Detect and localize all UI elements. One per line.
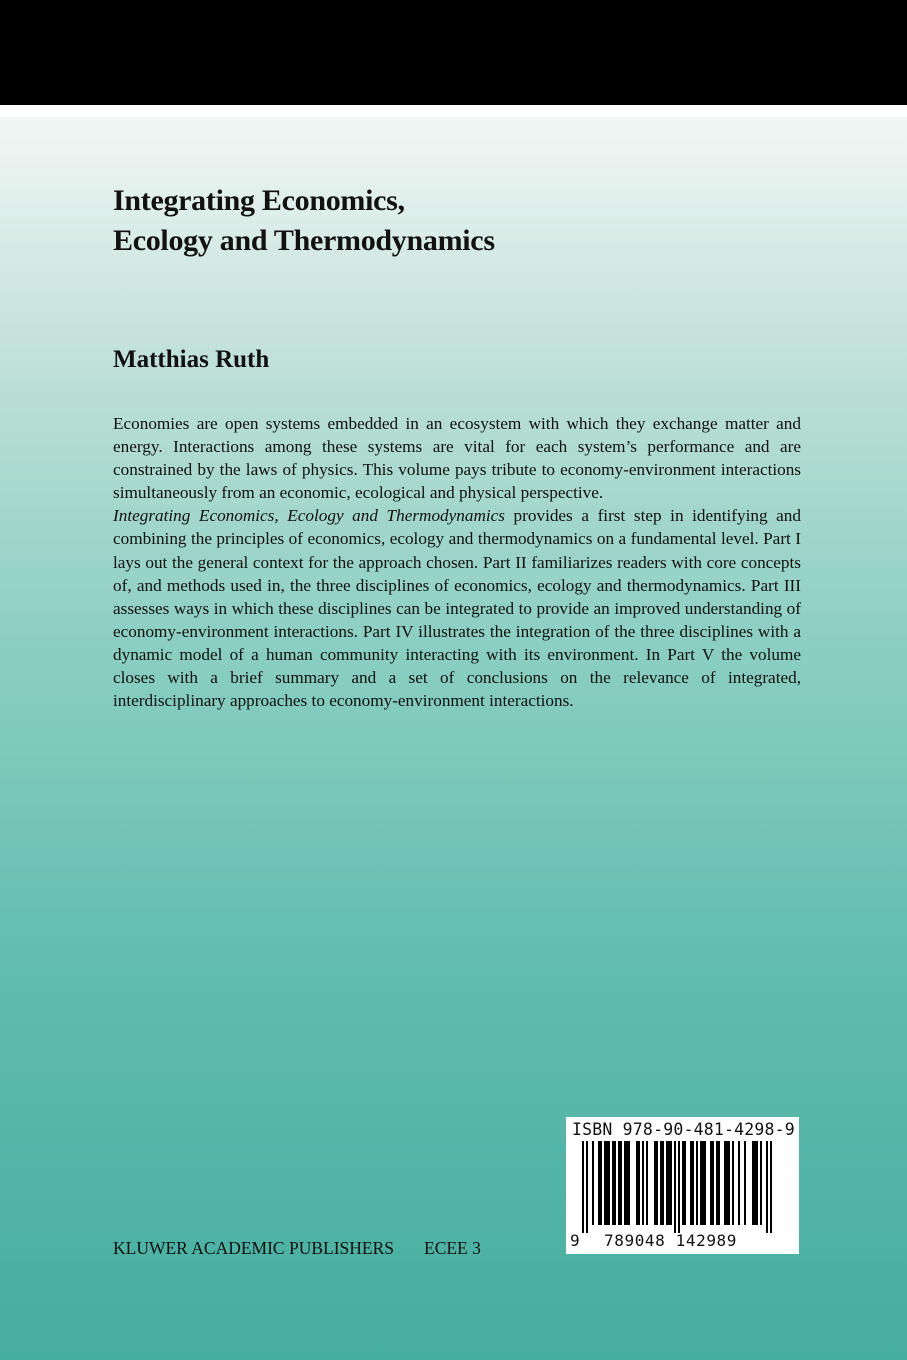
barcode-bar <box>604 1141 610 1225</box>
barcode-bar <box>586 1141 588 1233</box>
barcode-bar <box>666 1141 672 1225</box>
barcode-bar <box>732 1141 734 1225</box>
barcode-bar <box>696 1141 698 1225</box>
isbn-label: ISBN 978-90-481-4298-9 <box>572 1120 795 1139</box>
ean-digits <box>570 1231 795 1251</box>
barcode-bar <box>710 1141 714 1225</box>
barcode-bar <box>752 1141 758 1225</box>
barcode-bar <box>618 1141 622 1225</box>
blurb-paragraph-1: Economies are open systems embedded in an ecosystem with which they exchange matter and energy. Interactions among these systems are vital for each system’s performance and are constrained by the laws of physics. This volume pays tribute to economy-environment interactions simultaneously from an economic, ecological and physical perspective. <box>113 414 801 503</box>
top-black-band <box>0 0 907 105</box>
barcode-bar <box>700 1141 706 1225</box>
book-title-line-1: Integrating Economics, <box>113 184 405 217</box>
barcode-bar <box>642 1141 644 1225</box>
barcode-bar <box>654 1141 658 1225</box>
barcode-bar <box>598 1141 602 1225</box>
barcode-bar <box>660 1141 664 1225</box>
isbn-barcode <box>566 1117 799 1254</box>
publisher-footer <box>113 1237 481 1259</box>
barcode-bar <box>682 1141 686 1225</box>
publisher-name: KLUWER ACADEMIC PUBLISHERS <box>113 1238 394 1258</box>
barcode-bars <box>582 1141 772 1233</box>
ean-first-digit: 9 <box>570 1231 580 1250</box>
blurb-book-title-italic: Integrating Economics, Ecology and Thermodynamics <box>113 506 505 526</box>
book-title <box>113 181 495 261</box>
barcode-bar <box>624 1141 630 1225</box>
blurb-paragraph-2-text: provides a first step in identifying and combining the principles of economics, ecology and thermodynamics on a fundamental level. Part I lays out the general context for the approach chosen. Part II familiarizes readers with core concepts of, and methods used in, the three disciplines of economics, ecology and thermodynamics. Part III assesses ways in which these disciplines can be integrated to provide an improved understanding of economy-environment interactions. Part IV illustrates the integration of the three disciplines with a dynamic model of a human community interacting with its environment. In Part V the volume closes with a brief summary and a set of conclusions on the relevance of integrated, interdisciplinary approaches to economy-environment interactions. <box>113 506 801 711</box>
barcode-bar <box>738 1141 740 1225</box>
barcode-bar <box>716 1141 720 1225</box>
barcode-bar <box>690 1141 694 1225</box>
barcode-bar <box>678 1141 680 1233</box>
ean-remaining-digits: 789048 142989 <box>604 1231 738 1250</box>
barcode-bar <box>760 1141 762 1225</box>
author-name: Matthias Ruth <box>113 346 270 373</box>
blurb-text <box>113 412 801 712</box>
barcode-bar <box>646 1141 648 1225</box>
book-title-line-2: Ecology and Thermodynamics <box>113 224 495 257</box>
barcode-bar <box>612 1141 616 1225</box>
series-code: ECEE 3 <box>424 1238 481 1258</box>
barcode-bar <box>636 1141 640 1225</box>
blurb-paragraph-2 <box>113 504 801 712</box>
barcode-bar <box>592 1141 594 1225</box>
barcode-bar <box>770 1141 772 1233</box>
barcode-bar <box>724 1141 730 1225</box>
barcode-bar <box>674 1141 676 1233</box>
barcode-bar <box>582 1141 584 1233</box>
barcode-bar <box>744 1141 746 1225</box>
barcode-bar <box>766 1141 768 1233</box>
